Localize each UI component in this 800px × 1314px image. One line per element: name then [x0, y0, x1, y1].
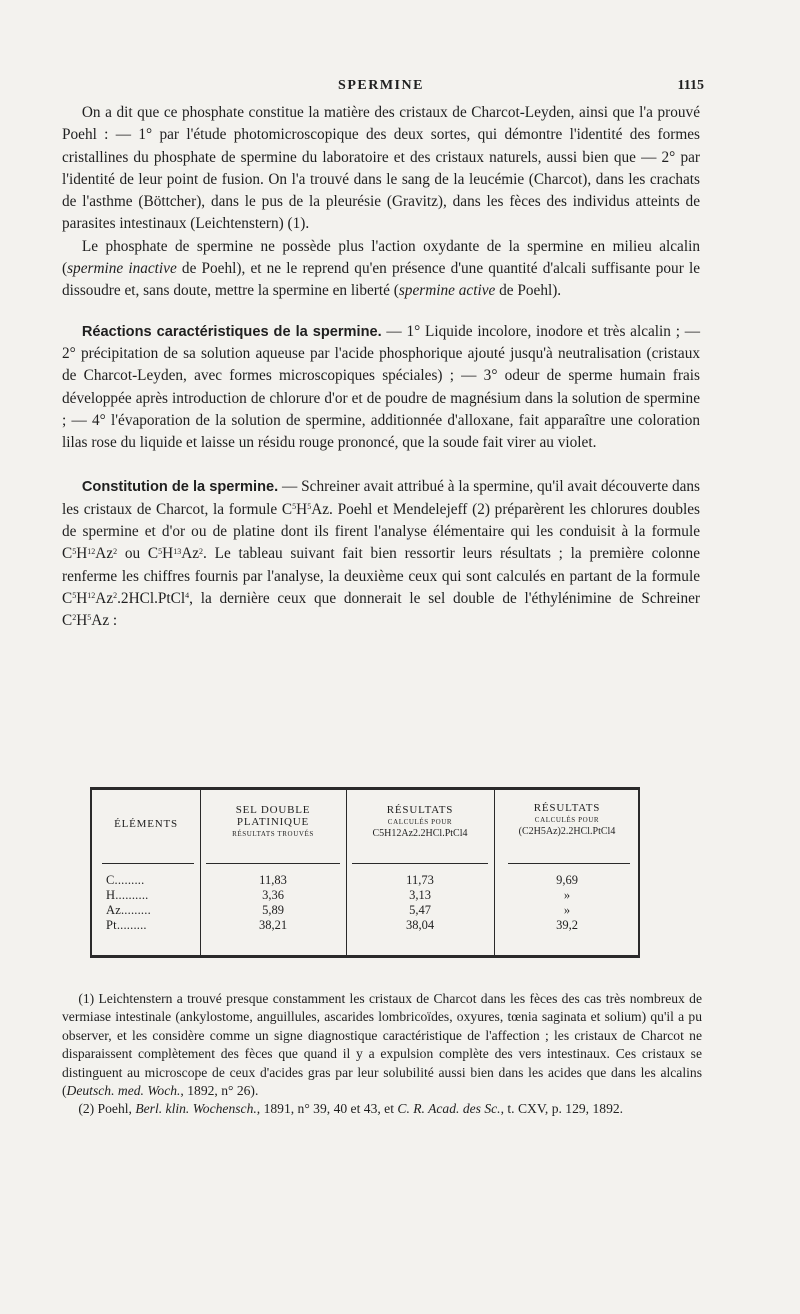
italic-citation: Deutsch. med. Woch. [66, 1083, 181, 1099]
results-table [90, 787, 640, 958]
table-cell: Az......... [106, 903, 151, 917]
header-found-sub: RÉSULTATS TROUVÉS [232, 830, 314, 838]
italic-citation: Berl. klin. Wochensch. [135, 1101, 257, 1117]
page-header [62, 78, 704, 102]
superscript: 5 [87, 613, 92, 623]
table-cell: » [563, 888, 571, 902]
header-found [200, 804, 346, 840]
text-segment: , t. CXV, p. 129, 1892. [500, 1101, 624, 1117]
text-segment: H [76, 589, 88, 607]
text-segment: Le phosphate de spermine ne possède plus l'action oxydante de la spermine en milieu alcalin ( [62, 237, 700, 278]
header-calc-spermine [346, 804, 494, 840]
text-segment: de Poehl). [495, 282, 562, 300]
section-heading-reactions: Réactions caractéristiques de la spermine. [81, 323, 382, 340]
superscript: 13 [173, 546, 182, 556]
italic-term: spermine active [398, 282, 496, 300]
italic-citation: C. R. Acad. des Sc. [397, 1101, 501, 1117]
header-calc-spermine-title: RÉSULTATS [386, 804, 454, 816]
header-rule [102, 863, 194, 864]
header-calc-ethylenimine-formula: (C2H5Az)2.2HCl.PtCl4 [518, 826, 616, 837]
column-calc-ethylenimine [494, 873, 640, 933]
paragraph-reactions [62, 321, 700, 455]
text-segment: (2) Poehl, [78, 1101, 136, 1117]
text-segment: (1) Leichtenstern a trouvé presque constamment les cristaux de Charcot dans les fèces des cas très nombreux de vermiase intestinale (ankylostome, anguillules, ascarides lombricoïdes, oxyures, tœnia saginata et solium) qu'il a pu observer, et les considère comme un signe diagnostique caractéristique de l'affection ; les cristaux de Charcot ne disparaissent complètement des fèces que quand il y a expulsion complète des vers intestinaux. Ces cristaux se distinguent au microscope de ceux d'acides gras par leur solubilité aussi bien dans les acides que dans les alcalins ( [62, 991, 702, 1099]
text-segment: Az. Poehl et Mendelejeff (2) préparèrent les chlorures doubles de spermine et d'or ou de platine dont ils firent l'analyse élémentaire qui les conduisit à la formule C [62, 500, 700, 563]
page-number: 1115 [677, 78, 704, 93]
table-cell: Pt......... [106, 918, 147, 932]
text-segment: .2HCl.PtCl [117, 589, 186, 607]
page-body [62, 78, 704, 633]
table-cell: 11,73 [406, 873, 434, 887]
running-title: SPERMINE [338, 78, 424, 93]
header-elements: ÉLÉMENTS [114, 818, 178, 830]
text-segment: ou C [117, 545, 159, 563]
header-rule [206, 863, 340, 864]
paragraph-phosphate [62, 102, 700, 236]
column-calc-spermine [346, 873, 494, 933]
text-segment: de Poehl), et ne le reprend qu'en présence d'une quantité d'alcali suffisante pour le dissoudre et, sans doute, mettre la spermine en liberté ( [62, 260, 700, 300]
table-cell: » [563, 903, 571, 917]
footnote-1 [62, 990, 702, 1100]
reactions-text: — 1° Liquide incolore, inodore et très alcalin ; — 2° précipitation de sa solution aqueuse par l'acide phosphorique ajouté jusqu'à neutralisation (cristaux de Charcot-Leyden, avec formes microscopiques spéciales) ; — 3° odeur de sperme humain frais développée après introduction de chlorure d'or et de poudre de magnésium dans la solution de spermine ; — 4° l'évaporation de la solution de spermine, additionnée d'alloxane, fait apparaître une coloration lilas rose du liquide et laisse un résidu rouge prononcé, que la soude fait virer au violet. [62, 322, 700, 452]
superscript: 2 [113, 546, 118, 556]
superscript: 2 [72, 613, 77, 623]
table-cell: 9,69 [556, 873, 578, 887]
table-cell: C......... [106, 873, 145, 887]
header-calc-ethylenimine [494, 802, 640, 838]
column-elements [106, 873, 151, 933]
superscript: 12 [87, 591, 96, 601]
table-cell: 39,2 [556, 918, 578, 932]
header-calc-ethylenimine-sub: CALCULÉS POUR [534, 816, 600, 824]
header-calc-ethylenimine-title: RÉSULTATS [533, 802, 601, 814]
section-heading-constitution: Constitution de la spermine. [81, 479, 279, 496]
text-segment: , 1892, n° 26). [180, 1083, 259, 1099]
header-calc-spermine-sub: CALCULÉS POUR [387, 818, 453, 826]
footnotes [62, 990, 702, 1119]
header-found-title: SEL DOUBLE PLATINIQUE [235, 804, 311, 828]
table-cell: 11,83 [259, 873, 287, 887]
italic-term: spermine inactive [67, 260, 177, 278]
column-found [200, 873, 346, 933]
text-segment: H [76, 612, 88, 630]
paragraph-phosphate-text: On a dit que ce phosphate constitue la matière des cristaux de Charcot-Leyden, ainsi que l'a prouvé Poehl : — 1° par l'étude photomicroscopique des deux sortes, qui démontre l'identité des formes cristallines du phosphate de spermine du laboratoire et des cristaux naturels, aussi bien que — 2° par l'identité de leur point de fusion. On l'a trouvé dans le sang de la leucémie (Charcot), dans les crachats de l'asthme (Böttcher), dans le pus de la pleurésie (Gravitz), dans les fèces des individus atteints de parasites intestinaux (Leichtenstern) (1). [62, 104, 700, 233]
table-cell: 38,21 [258, 918, 288, 932]
superscript: 2 [199, 546, 204, 556]
text-segment: , la dernière ceux que donnerait le sel double de l'éthylénimine de Schreiner C [62, 589, 700, 630]
table-cell: 3,13 [409, 888, 431, 902]
table-cell: 3,36 [262, 888, 284, 902]
superscript: 5 [158, 546, 163, 556]
footnote-2 [62, 1100, 702, 1118]
superscript: 4 [185, 591, 190, 601]
text-segment: . Le tableau suivant fait bien ressortir leurs résultats ; la première colonne renferme les chiffres fournis par l'analyse, la deuxième ceux qui sont calculés en partant de la formule C [62, 545, 700, 607]
superscript: 12 [87, 546, 96, 556]
text-segment: Az [95, 545, 114, 563]
superscript: 5 [72, 591, 77, 601]
superscript: 5 [72, 546, 77, 556]
header-rule [508, 863, 630, 864]
text-segment: , 1891, n° 39, 40 et 43, et [256, 1101, 398, 1117]
table-cell: 5,89 [262, 903, 284, 917]
text-segment: H [162, 545, 174, 563]
text-segment: H [76, 545, 88, 563]
table-cell: 38,04 [405, 918, 435, 932]
paragraph-inactive-spermine [62, 236, 700, 303]
superscript: 5 [292, 501, 297, 511]
table-cell: H.......... [106, 888, 149, 902]
paragraph-constitution [62, 476, 700, 632]
header-calc-spermine-formula: C5H12Az2.2HCl.PtCl4 [372, 828, 468, 839]
text-segment: — Schreiner avait attribué à la spermine, qu'il avait découverte dans les cristaux de Charcot, la formule C [62, 478, 700, 518]
text-segment: H [296, 500, 308, 518]
text-segment: Az [181, 545, 200, 563]
table-cell: 5,47 [409, 903, 431, 917]
superscript: 5 [307, 501, 312, 511]
header-rule [352, 863, 488, 864]
superscript: 2 [113, 591, 118, 601]
text-segment: Az : [91, 612, 118, 630]
text-segment: Az [95, 589, 114, 607]
